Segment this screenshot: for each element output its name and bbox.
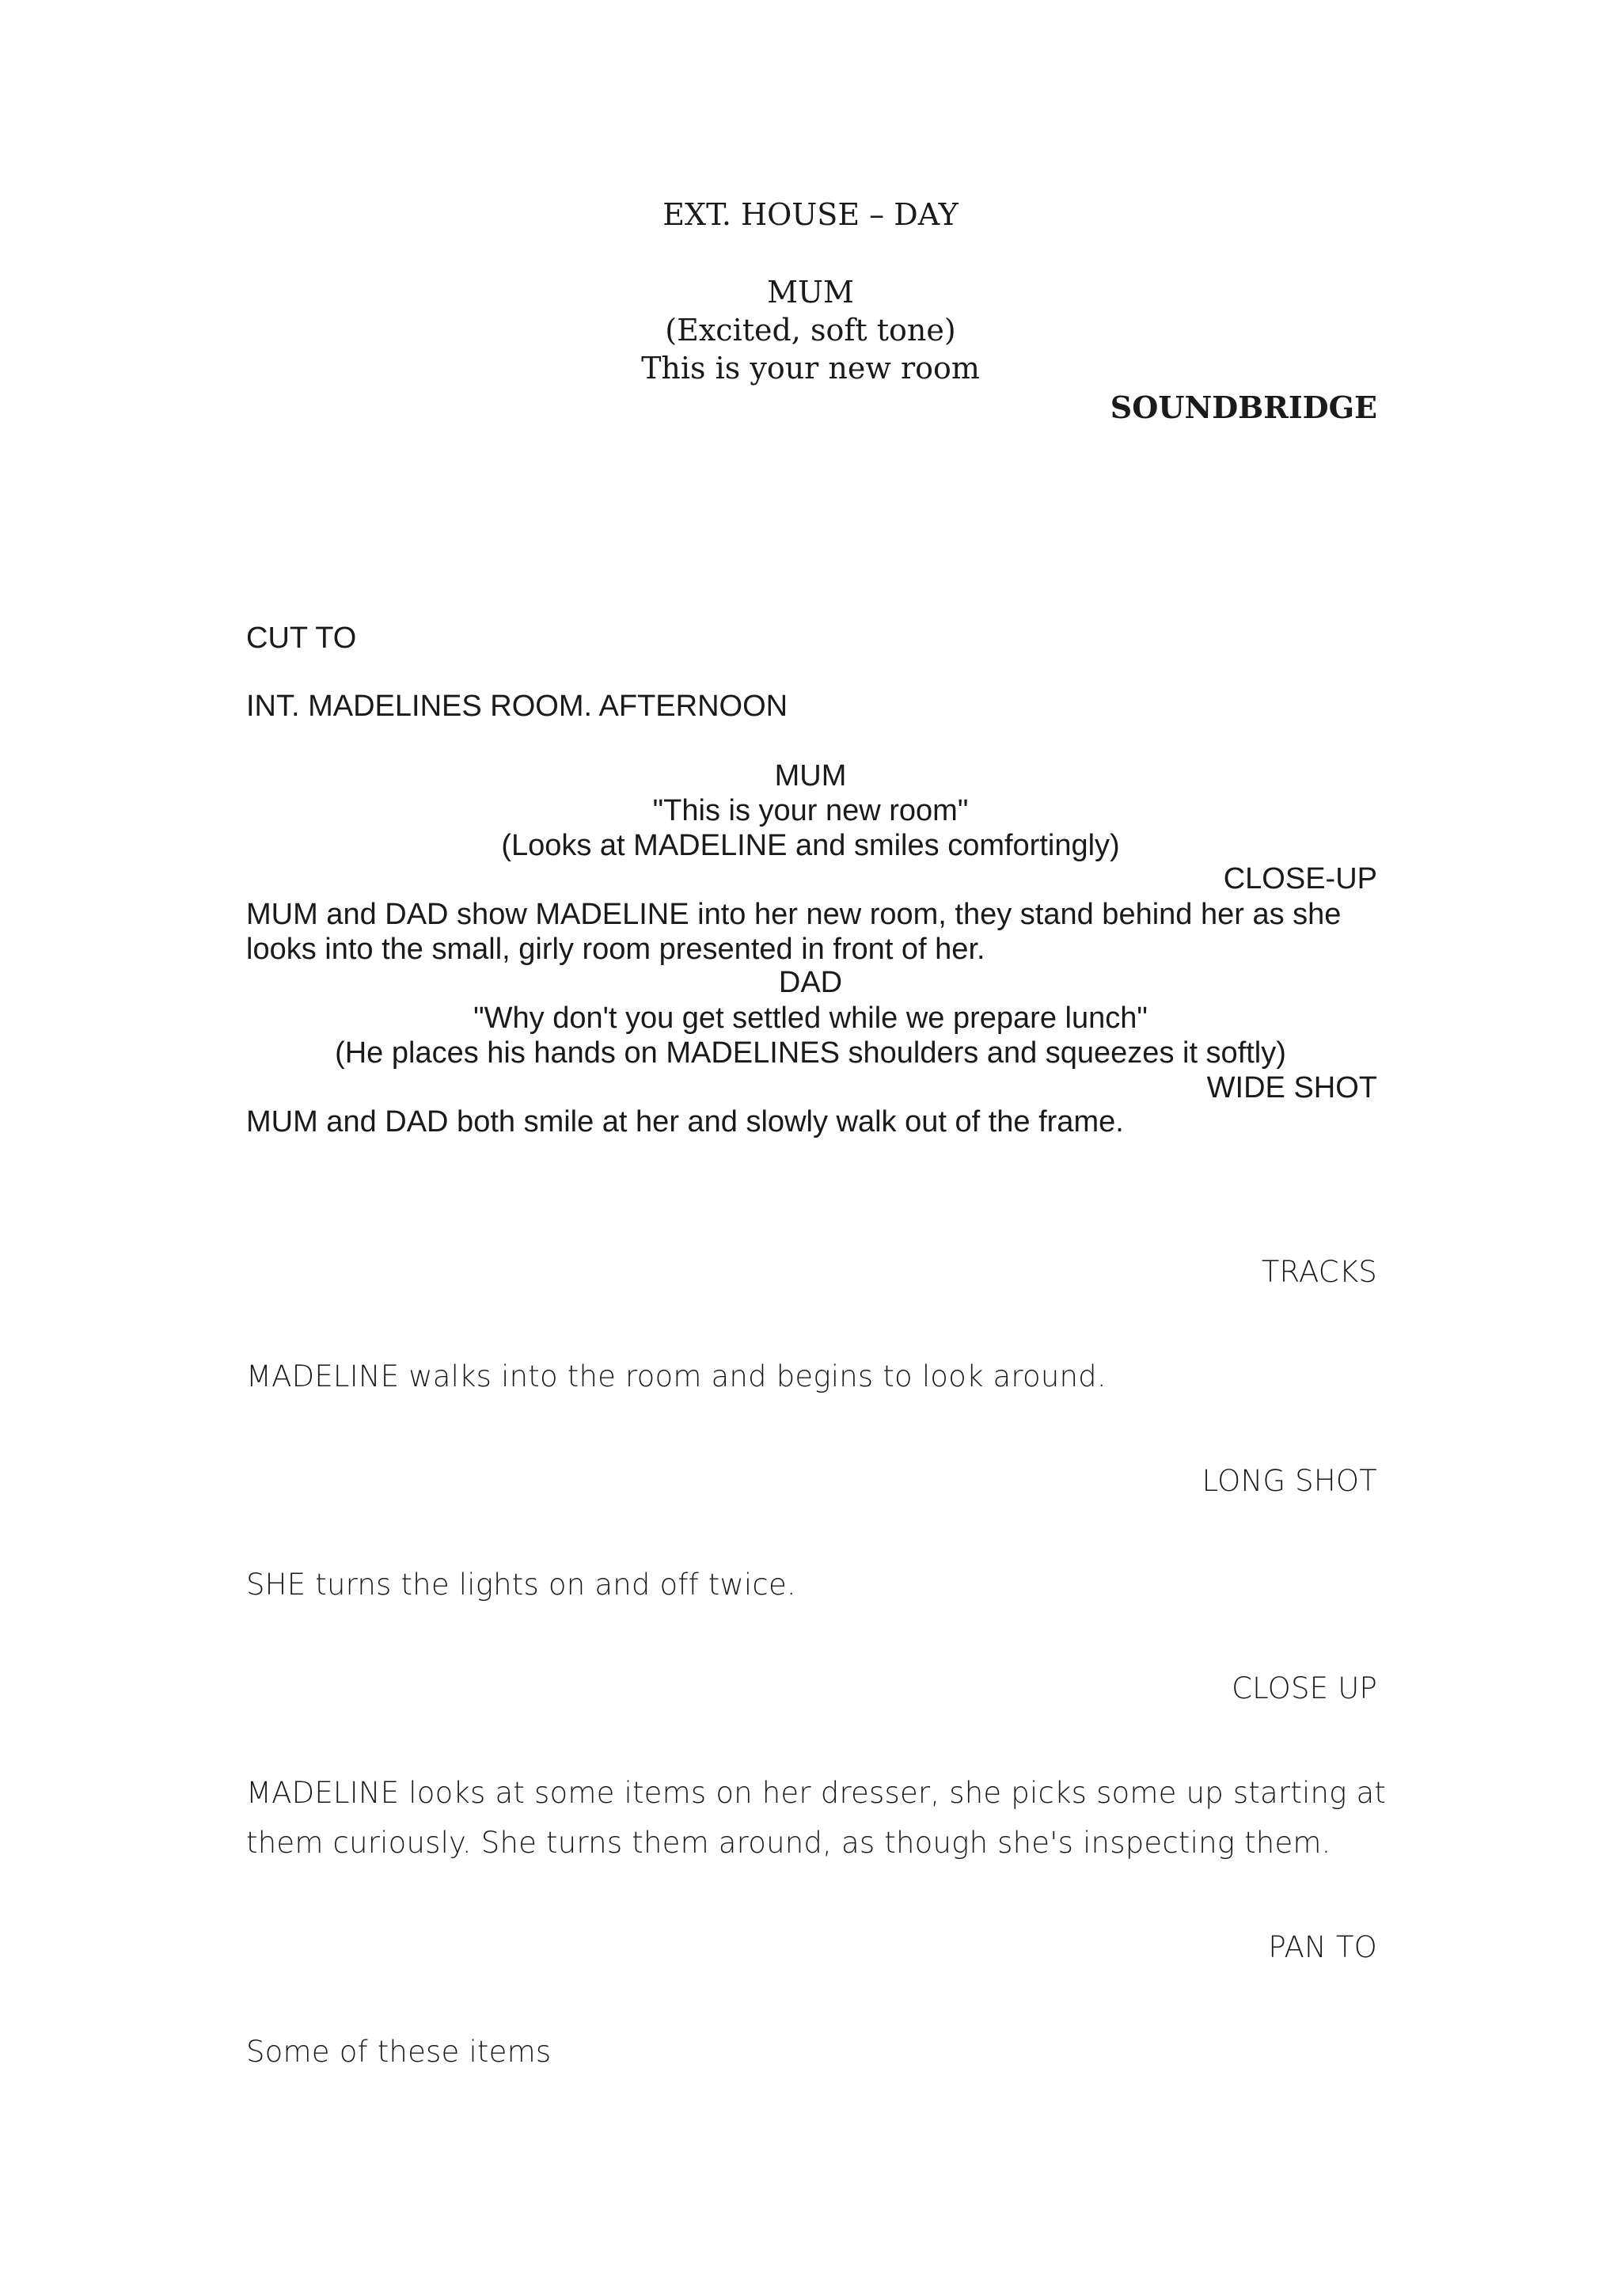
action-line: SHE turns the lights on and off twice. — [246, 1568, 796, 1602]
shot-long-shot: LONG SHOT — [1202, 1464, 1377, 1498]
scene-heading-ext-house: EXT. HOUSE – DAY — [662, 197, 959, 232]
transition-cut-to: CUT TO — [246, 622, 357, 655]
action-line: Some of these items — [246, 2035, 552, 2069]
shot-tracks: TRACKS — [1261, 1255, 1377, 1289]
dialogue-dad: "Why don't you get settled while we prepare lunch" — [473, 1002, 1148, 1035]
scene-heading-int-room: INT. MADELINES ROOM. AFTERNOON — [246, 690, 788, 723]
character-name-mum: MUM — [774, 759, 847, 793]
shot-close-up: CLOSE UP — [1232, 1671, 1377, 1705]
transition-soundbridge: SOUNDBRIDGE — [1110, 390, 1377, 425]
parenthetical-mum: (Looks at MADELINE and smiles comfortingly) — [501, 829, 1120, 862]
action-line: them curiously. She turns them around, as though she's inspecting them. — [246, 1826, 1331, 1860]
action-line: MADELINE looks at some items on her dresser, she picks some up starting at — [246, 1776, 1387, 1810]
parenthetical-dad: (He places his hands on MADELINES shoulders and squeezes it softly) — [335, 1036, 1286, 1070]
character-name-dad: DAD — [778, 966, 843, 999]
character-name-mum: MUM — [767, 275, 854, 310]
dialogue: This is your new room — [641, 351, 980, 386]
parenthetical: (Excited, soft tone) — [665, 313, 956, 348]
shot-wide-shot: WIDE SHOT — [1206, 1071, 1377, 1104]
action-line: looks into the small, girly room presented in front of her. — [246, 933, 985, 966]
shot-close-up: CLOSE-UP — [1223, 862, 1377, 895]
action-line: MUM and DAD show MADELINE into her new room, they stand behind her as she — [246, 898, 1342, 931]
dialogue-mum: "This is your new room" — [652, 794, 969, 827]
action-line: MADELINE walks into the room and begins to look around. — [246, 1359, 1107, 1393]
action-line: MUM and DAD both smile at her and slowly walk out of the frame. — [246, 1105, 1124, 1138]
shot-pan-to: PAN TO — [1268, 1930, 1377, 1964]
